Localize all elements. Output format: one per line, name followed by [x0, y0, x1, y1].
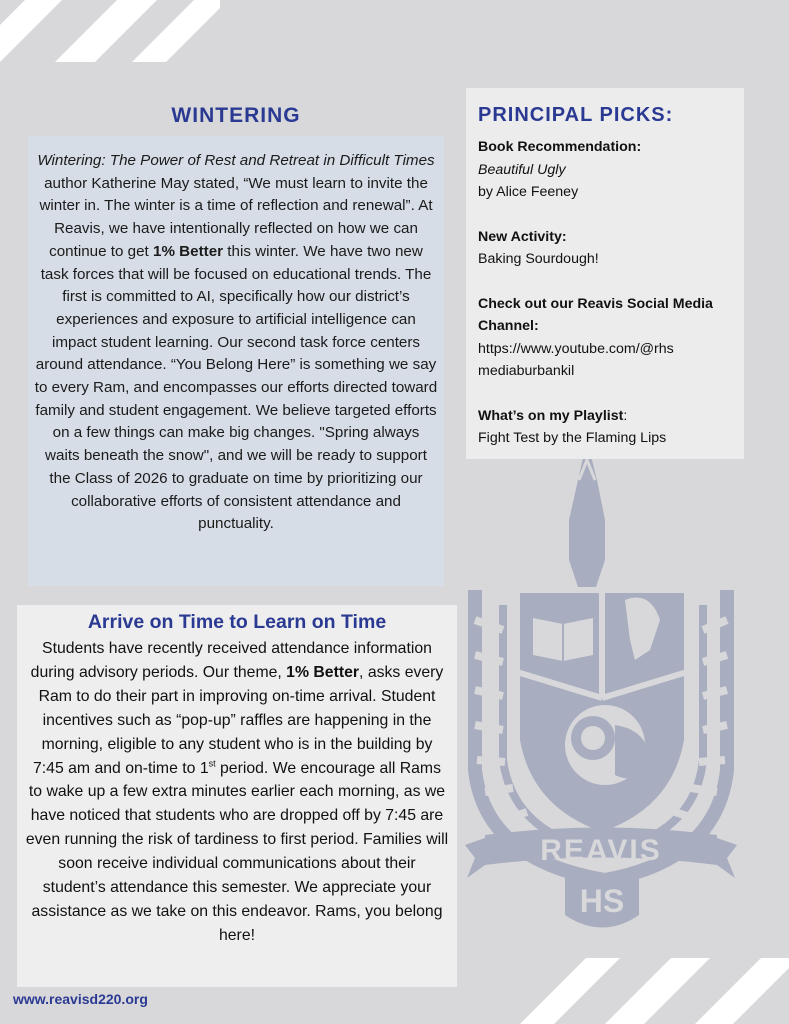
arrive-text-part1: Students have recently received attendance information during advisory periods. Our theme,	[30, 640, 432, 681]
crest-banner-text: REAVIS	[540, 834, 662, 867]
wintering-text-part1: author Katherine May stated, “We must learn to invite the winter in. The winter is a time of reflection and renewal”. At Reavis, we have intentionally reflected on how we can continue to get	[39, 174, 433, 260]
arrive-on-time-heading: Arrive on Time to Learn on Time	[87, 611, 387, 633]
new-activity-value: Baking Sourdough!	[478, 251, 599, 267]
social-media-link[interactable]	[478, 338, 732, 383]
top-left-stripes-decoration	[0, 0, 220, 62]
arrive-text-part3: period. We encourage all Rams to wake up a few extra minutes earlier each morning, as we have noticed that students who are dropped off by 7:45 are even running the risk of tardiness to first period. Families will soon receive individual communications about their student’s attendance this semester. We appreciate your assistance as we take on this endeavor. Rams, you belong here!	[25, 759, 449, 944]
bottom-right-stripes-decoration	[520, 958, 789, 1024]
arrive-on-time-body	[25, 637, 449, 948]
playlist-label: What’s on my Playlist	[478, 407, 624, 424]
book-author: by Alice Feeney	[478, 184, 579, 200]
arrive-one-percent-better: 1% Better	[286, 663, 360, 681]
playlist-value: Fight Test by the Flaming Lips	[478, 430, 667, 446]
social-media-url-line2[interactable]: mediaburbankil	[478, 363, 575, 379]
principal-picks-panel	[466, 88, 744, 459]
social-media-label: Check out our Reavis Social Media Channel:	[478, 295, 713, 334]
wintering-heading: WINTERING	[171, 104, 301, 127]
social-media	[478, 293, 732, 383]
book-title: Beautiful Ugly	[478, 161, 566, 178]
wintering-article	[28, 136, 444, 586]
playlist-colon: :	[623, 407, 628, 424]
playlist	[478, 405, 732, 450]
wintering-book-title: Wintering: The Power of Rest and Retreat in Difficult Times	[37, 152, 435, 169]
new-activity	[478, 226, 732, 271]
website-link[interactable]: www.reavisd220.org	[13, 991, 148, 1007]
arrive-text-part2: , asks every Ram to do their part in improving on-time arrival. Student incentives such as “pop-up” raffles are happening in the morning, eligible to any student who is in the building by 7:45 am and on-time to 1	[32, 663, 444, 777]
arrive-on-time-article	[17, 605, 457, 987]
book-recommendation	[478, 136, 732, 204]
crest-hs-text: HS	[579, 883, 625, 919]
arrive-ordinal-suffix: st	[208, 758, 216, 769]
wintering-text-part2: this winter. We have two new task forces that will be focused on educational trends. The first is committed to AI, specifically how our district’s experiences and exposure to artificial intelligence can impact student learning. Our second task force centers around attendance. “You Belong Here” is something we say to every Ram, and encompasses our efforts directed toward family and student engagement. We believe targeted efforts on a few things can make big changes. "Spring always waits beneath the snow", and we will be ready to support the Class of 2026 to graduate on time by prioritizing our collaborative efforts of consistent attendance and punctuality.	[34, 242, 438, 533]
reavis-crest-watermark	[455, 440, 745, 945]
principal-picks-heading: PRINCIPAL PICKS:	[478, 104, 674, 126]
wintering-one-percent-better: 1% Better	[153, 242, 224, 260]
social-media-url-line1[interactable]: https://www.youtube.com/@rhs	[478, 340, 674, 357]
book-recommendation-label: Book Recommendation:	[478, 139, 642, 155]
new-activity-label: New Activity:	[478, 228, 567, 245]
